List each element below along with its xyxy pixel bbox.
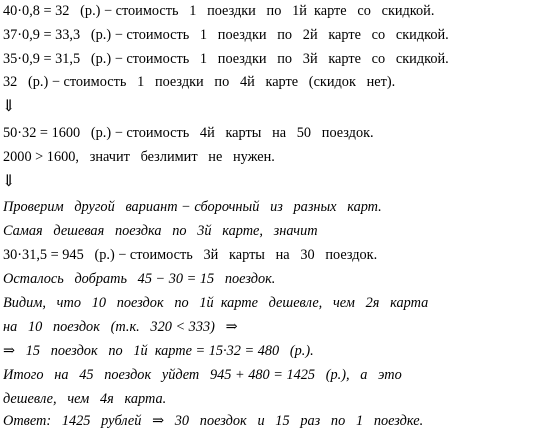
- line-comparison: 2000 > 1600, значит безлимит не нужен.: [3, 149, 275, 165]
- line-cost-card-2: 37·0,9 = 33,3 (р.) − стоимость 1 поездки по 2й карте со скидкой.: [3, 27, 449, 43]
- line-on-10-rides: на 10 поездок (т.к. 320 < 333) ⇒: [3, 319, 238, 335]
- line-15-rides: ⇒ 15 поездок по 1й карте = 15·32 = 480 (р.).: [3, 343, 314, 359]
- line-check-variant: Проверим другой вариант − сборочный из разных карт.: [3, 199, 382, 215]
- line-cost-30-rides: 30·31,5 = 945 (р.) − стоимость 3й карты на 30 поездок.: [3, 247, 378, 263]
- line-answer: Ответ: 1425 рублей ⇒ 30 поездок и 15 раз по 1 поездке.: [3, 413, 424, 429]
- line-cost-card-3: 35·0,9 = 31,5 (р.) − стоимость 1 поездки по 3й карте со скидкой.: [3, 51, 449, 67]
- line-cost-card-4: 32 (р.) − стоимость 1 поездки по 4й карте (скидок нет).: [3, 74, 396, 90]
- implies-down-arrow-2: ⇓: [2, 171, 16, 190]
- implies-down-arrow-1: ⇓: [2, 96, 16, 115]
- line-remaining-rides: Осталось добрать 45 − 30 = 15 поездок.: [3, 271, 276, 287]
- line-cost-unlimited: 50·32 = 1600 (р.) − стоимость 4й карты на 50 поездок.: [3, 125, 374, 141]
- line-cheaper: дешевле, чем 4я карта.: [3, 391, 167, 407]
- line-cost-card-1: 40·0,8 = 32 (р.) − стоимость 1 поездки по 1й карте со скидкой.: [3, 3, 435, 19]
- line-we-see: Видим, что 10 поездок по 1й карте дешевле, чем 2я карта: [3, 295, 429, 311]
- line-cheapest-ride: Самая дешевая поездка по 3й карте, значит: [3, 223, 318, 239]
- line-total: Итого на 45 поездок уйдет 945 + 480 = 1425 (р.), а это: [3, 367, 402, 383]
